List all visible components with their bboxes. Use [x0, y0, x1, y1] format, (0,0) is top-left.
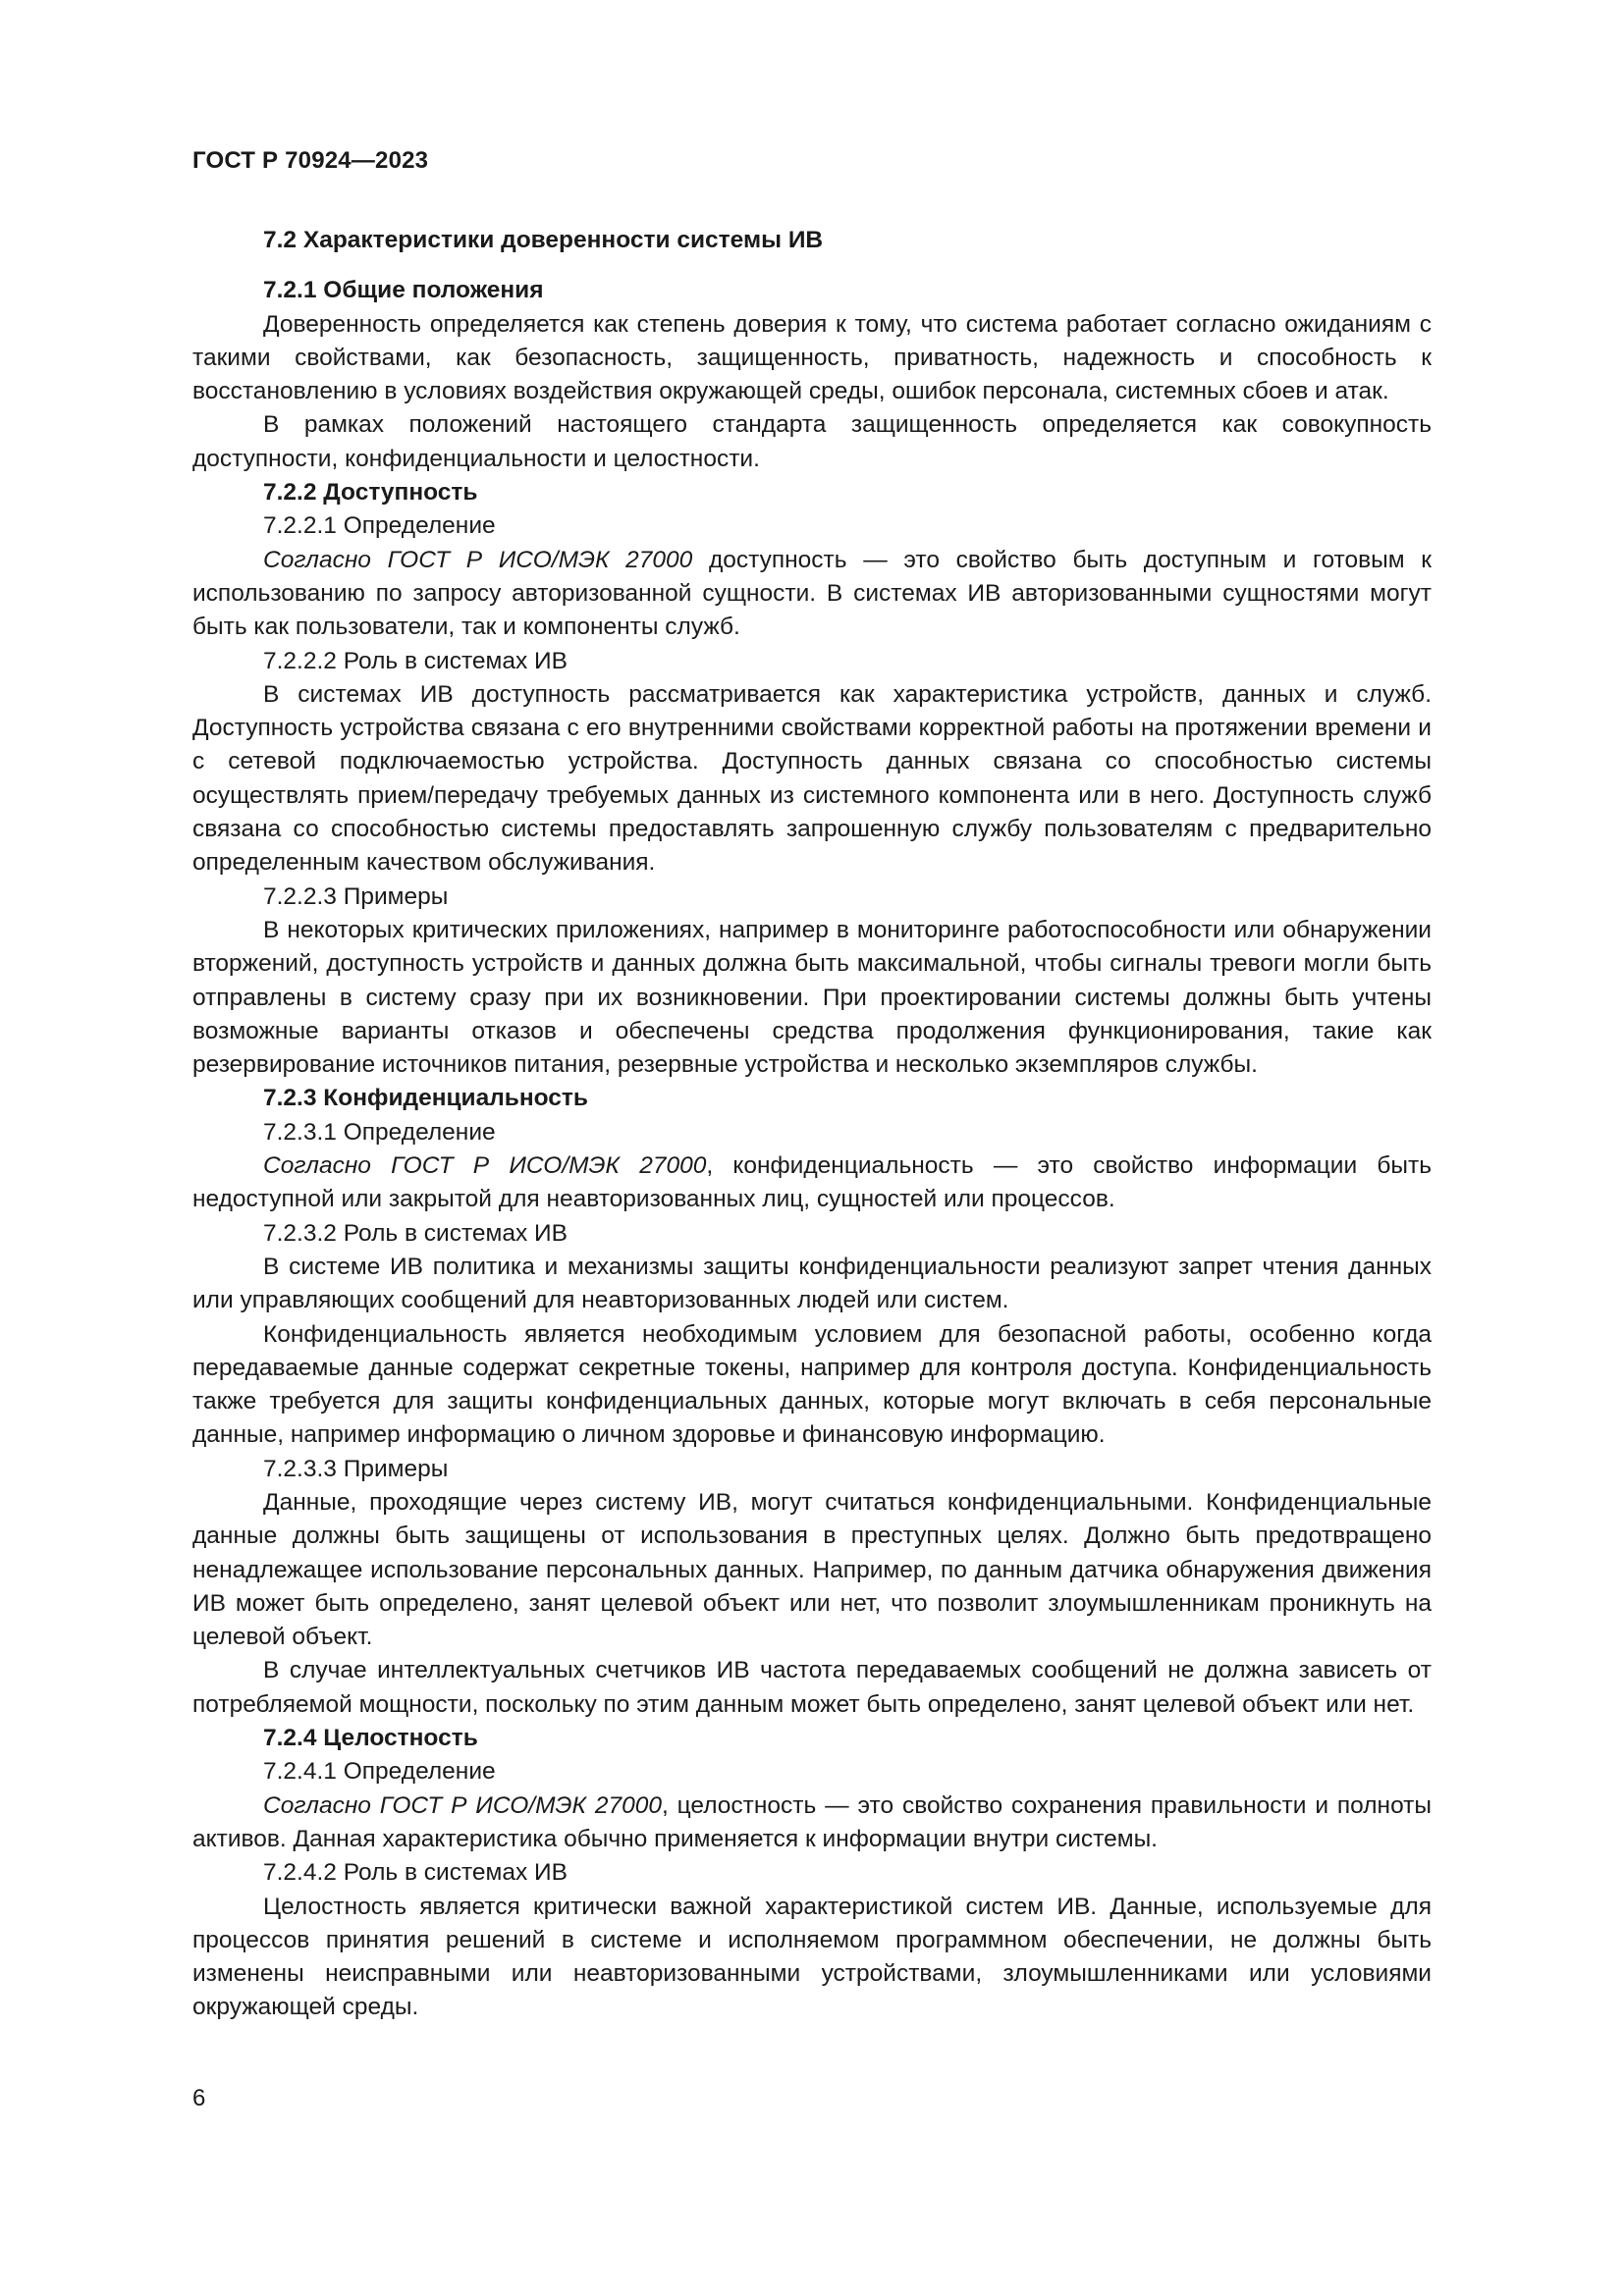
- subsection-heading: 7.2.1 Общие положения: [263, 277, 544, 304]
- paragraph: В случае интеллектуальных счетчиков ИВ частота передаваемых сообщений не должна зависеть от потребляемой мощности, поскольку по этим данным может быть определено, занят целевой объект или нет.: [192, 1657, 1432, 1718]
- paragraph: [192, 544, 1432, 645]
- paragraph: [192, 1149, 1432, 1217]
- document-header-standard-number: ГОСТ Р 70924—2023: [192, 147, 429, 174]
- clause-title: 7.2.3.2 Роль в системах ИВ: [263, 1219, 568, 1247]
- paragraph: В системе ИВ политика и механизмы защиты конфиденциальности реализуют запрет чтения данных или управляющих сообщений для неавторизованных людей или систем.: [192, 1253, 1432, 1314]
- page-number: 6: [192, 2085, 206, 2111]
- clause-title: 7.2.3.1 Определение: [263, 1118, 496, 1146]
- document-body: [192, 224, 1432, 2025]
- clause-title: 7.2.4.2 Роль в системах ИВ: [263, 1859, 568, 1887]
- subsection-heading: 7.2.4 Целостность: [263, 1725, 478, 1752]
- standard-reference: Согласно ГОСТ Р ИСО/МЭК 27000: [263, 546, 693, 573]
- paragraph: [192, 1789, 1432, 1857]
- standard-reference: Согласно ГОСТ Р ИСО/МЭК 27000: [263, 1791, 662, 1819]
- standard-reference: Согласно ГОСТ Р ИСО/МЭК 27000: [263, 1152, 707, 1180]
- paragraph-text: , конфиденциальность — это свойство информации быть недоступной или закрытой для неавторизованных лиц, сущностей или процессов.: [192, 1152, 1432, 1213]
- paragraph: Целостность является критически важной характеристикой систем ИВ. Данные, используемые для процессов принятия решений в системе и исполняемом программном обеспечении, не должны быть изменены неисправными или неавторизованными устройствами, злоумышленниками или условиями окружающей среды.: [192, 1893, 1432, 2021]
- paragraph: Конфиденциальность является необходимым условием для безопасной работы, особенно когда передаваемые данные содержат секретные токены, например для контроля доступа. Конфиденциальность также требуется для защиты конфиденциальных данных, которые могут включать в себя персональные данные, например информацию о личном здоровье и финансовую информацию.: [192, 1320, 1432, 1449]
- paragraph-text: доступность — это свойство быть доступным и готовым к использованию по запросу авторизованной сущности. В системах ИВ авторизованными сущностями могут быть как пользователи, так и компоненты служб.: [192, 546, 1432, 641]
- clause-title: 7.2.3.3 Примеры: [263, 1455, 449, 1482]
- paragraph: В системах ИВ доступность рассматривается как характеристика устройств, данных и служб. Доступность устройства связана с его внутренними свойствами корректной работы на протяжении времени и с сетевой подключаемостью устройства. Доступность данных связана со способностью системы осуществлять прием/передачу требуемых данных из системного компонента или в него. Доступность служб связана со способностью системы предоставлять запрошенную службу пользователям с предварительно определенным качеством обслуживания.: [192, 680, 1432, 877]
- clause-title: 7.2.2.1 Определение: [263, 512, 496, 540]
- clause-title: 7.2.2.2 Роль в системах ИВ: [263, 647, 568, 674]
- subsection-heading: 7.2.2 Доступность: [263, 479, 478, 507]
- paragraph: В некоторых критических приложениях, например в мониторинге работоспособности или обнаружении вторжений, доступность устройств и данных должна быть максимальной, чтобы сигналы тревоги могли быть отправлены в систему сразу при их возникновении. При проектировании системы должны быть учтены возможные варианты отказов и обеспечены средства продолжения функционирования, такие как резервирование источников питания, резервные устройства и несколько экземпляров службы.: [192, 916, 1432, 1079]
- clause-title: 7.2.2.3 Примеры: [263, 882, 449, 910]
- clause-title: 7.2.4.1 Определение: [263, 1758, 496, 1786]
- paragraph-text: , целостность — это свойство сохранения правильности и полноты активов. Данная характеристика обычно применяется к информации внутри системы.: [192, 1791, 1432, 1852]
- subsection-heading: 7.2.3 Конфиденциальность: [263, 1085, 588, 1112]
- section-heading: 7.2 Характеристики доверенности системы ИВ: [263, 227, 824, 253]
- paragraph: Доверенность определяется как степень доверия к тому, что система работает согласно ожиданиям с такими свойствами, как безопасность, защищенность, приватность, надежность и способность к восстановлению в условиях воздействия окружающей среды, ошибок персонала, системных сбоев и атак.: [192, 310, 1432, 405]
- paragraph: В рамках положений настоящего стандарта защищенность определяется как совокупность доступности, конфиденциальности и целостности.: [192, 411, 1432, 472]
- paragraph: Данные, проходящие через систему ИВ, могут считаться конфиденциальными. Конфиденциальные данные должны быть защищены от использования в преступных целях. Должно быть предотвращено ненадлежащее использование персональных данных. Например, по данным датчика обнаружения движения ИВ может быть определено, занят целевой объект или нет, что позволит злоумышленникам проникнуть на целевой объект.: [192, 1488, 1432, 1651]
